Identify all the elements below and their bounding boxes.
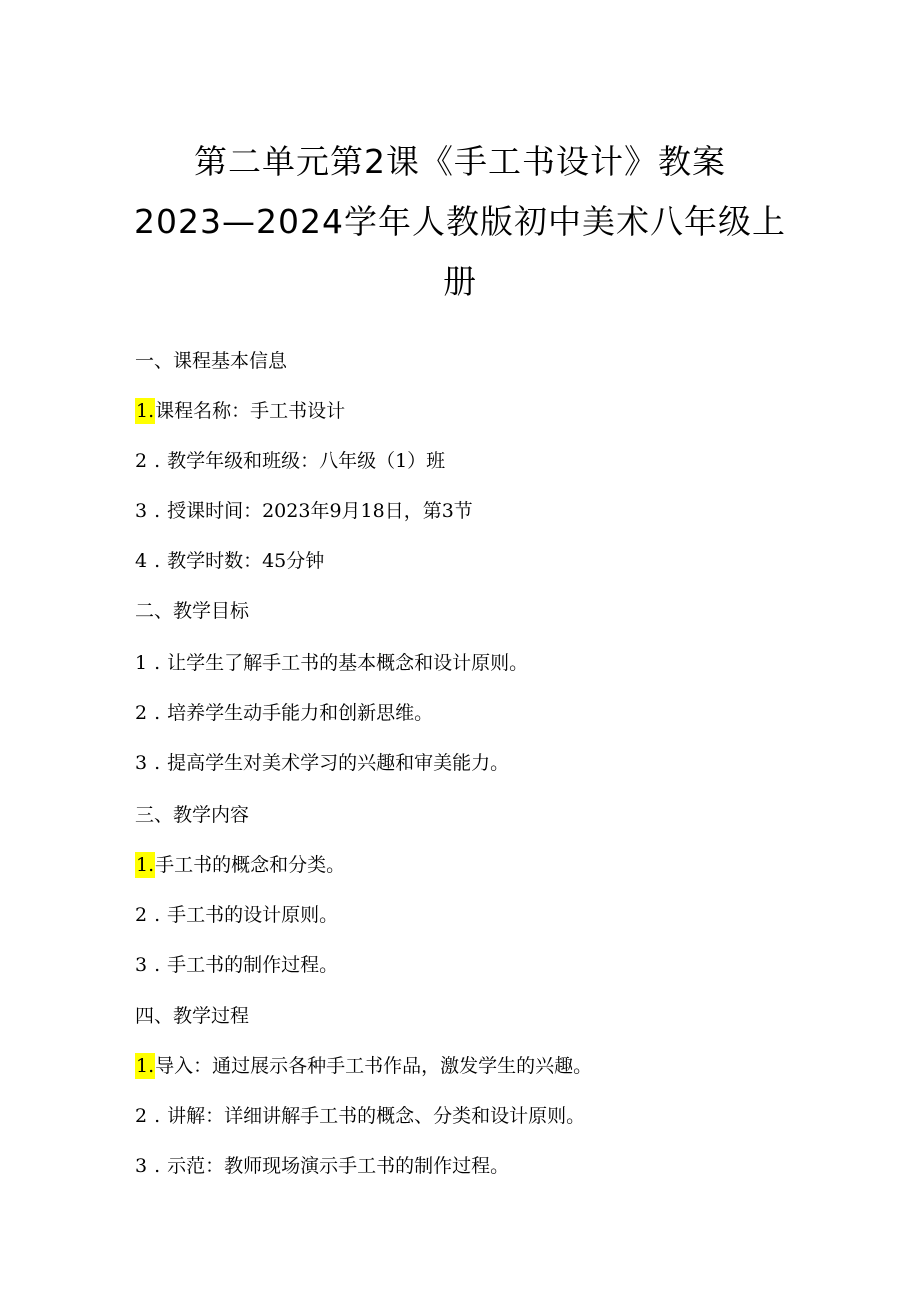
list-item xyxy=(135,398,345,424)
list-item: 1 . 让学生了解手工书的基本概念和设计原则。 xyxy=(135,652,529,674)
list-number-highlighted: 1. xyxy=(136,400,155,422)
doc-title-line-3: 册 xyxy=(443,262,477,301)
list-item: 3 . 示范：教师现场演示手工书的制作过程。 xyxy=(135,1155,510,1177)
list-number: 1 xyxy=(135,652,148,674)
list-text: 讲解：详细讲解手工书的概念、分类和设计原则。 xyxy=(167,1105,586,1127)
list-text: 手工书的设计原则。 xyxy=(167,904,339,926)
list-number-highlighted: 1. xyxy=(136,1055,155,1077)
list-text: 让学生了解手工书的基本概念和设计原则。 xyxy=(167,652,529,674)
section-heading-objectives: 二、教学目标 xyxy=(135,600,250,622)
list-text: 示范：教师现场演示手工书的制作过程。 xyxy=(167,1155,510,1177)
list-number: 2 xyxy=(135,904,148,926)
section-heading-course-info: 一、课程基本信息 xyxy=(135,350,288,372)
list-text: 教学年级和班级：八年级（1）班 xyxy=(167,450,446,472)
list-text: 课程名称：手工书设计 xyxy=(155,400,346,422)
list-number: 3 xyxy=(135,752,148,774)
section-heading-process: 四、教学过程 xyxy=(135,1005,250,1027)
section-heading-content: 三、教学内容 xyxy=(135,804,250,826)
list-number-highlighted: 1. xyxy=(136,854,155,876)
list-number: 3 xyxy=(135,954,148,976)
list-text: 提高学生对美术学习的兴趣和审美能力。 xyxy=(167,752,510,774)
list-number: 3 xyxy=(135,500,148,522)
list-item: 3 . 手工书的制作过程。 xyxy=(135,954,339,976)
list-text: 教学时数：45分钟 xyxy=(167,550,325,572)
list-text: 手工书的概念和分类。 xyxy=(155,854,346,876)
list-item xyxy=(135,852,345,878)
list-number: 3 xyxy=(135,1155,148,1177)
list-text: 导入：通过展示各种手工书作品，激发学生的兴趣。 xyxy=(155,1055,593,1077)
list-text: 授课时间：2023年9月18日，第3节 xyxy=(167,500,473,522)
list-item: 2 . 手工书的设计原则。 xyxy=(135,904,339,926)
list-item: 4 . 教学时数：45分钟 xyxy=(135,550,325,572)
list-number: 2 xyxy=(135,702,148,724)
list-item: 3 . 授课时间：2023年9月18日，第3节 xyxy=(135,500,473,522)
list-item xyxy=(135,1053,592,1079)
list-item: 3 . 提高学生对美术学习的兴趣和审美能力。 xyxy=(135,752,510,774)
list-item: 2 . 培养学生动手能力和创新思维。 xyxy=(135,702,434,724)
list-item: 2 . 教学年级和班级：八年级（1）班 xyxy=(135,450,446,472)
list-number: 2 xyxy=(135,1105,148,1127)
list-text: 手工书的制作过程。 xyxy=(167,954,339,976)
list-item: 2 . 讲解：详细讲解手工书的概念、分类和设计原则。 xyxy=(135,1105,586,1127)
list-text: 培养学生动手能力和创新思维。 xyxy=(167,702,434,724)
list-number: 4 xyxy=(135,550,148,572)
doc-title-line-2: 2023—2024学年人教版初中美术八年级上 xyxy=(134,202,786,241)
doc-title-line-1: 第二单元第2课《手工书设计》教案 xyxy=(194,142,726,181)
list-number: 2 xyxy=(135,450,148,472)
